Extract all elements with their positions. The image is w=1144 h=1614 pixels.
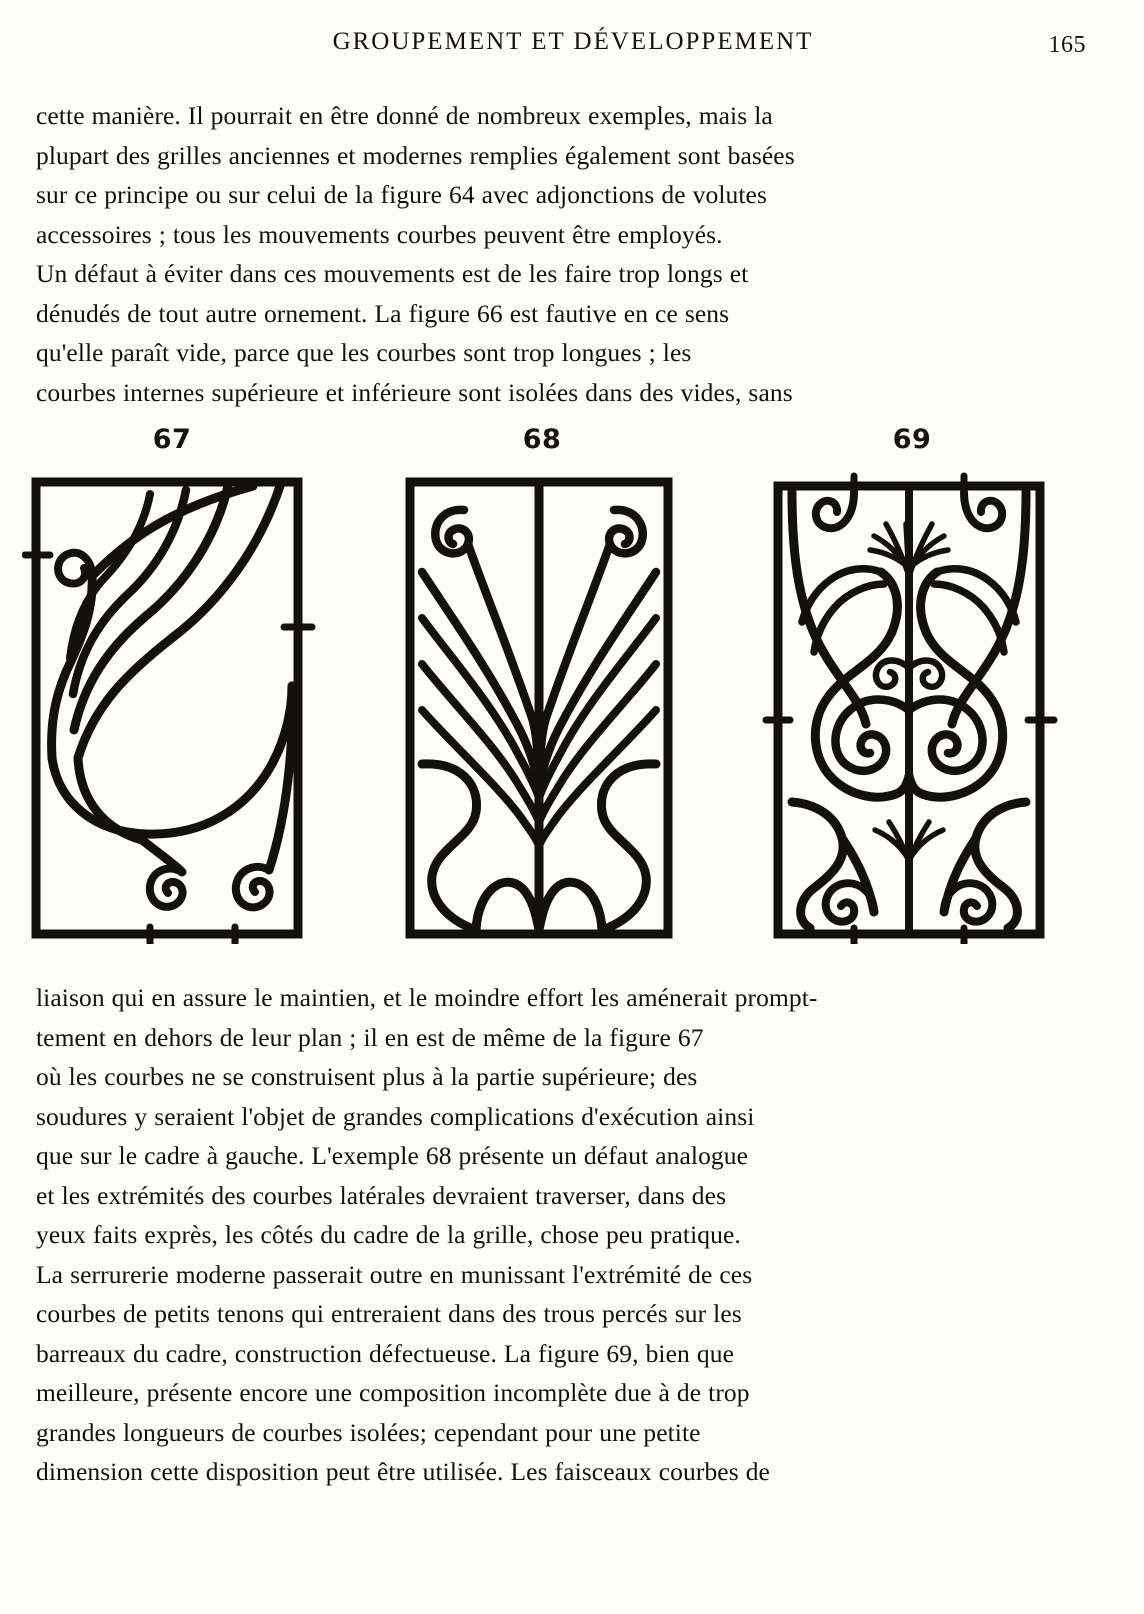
text-line: courbes internes supérieure et inférieure sont isolées dans des vides, sans xyxy=(36,377,793,407)
paragraph-top xyxy=(36,96,1044,412)
text-line: dénudés de tout autre ornement. La figure 66 est fautive en ce sens xyxy=(36,298,730,328)
text-line: grandes longueurs de courbes isolées; cependant pour une petite xyxy=(36,1417,701,1447)
figure-69-number: 69 xyxy=(892,424,932,455)
text-line: barreaux du cadre, construction défectueuse. La figure 69, bien que xyxy=(36,1338,734,1368)
text-line: plupart des grilles anciennes et modernes remplies également sont basées xyxy=(36,140,795,170)
figure-69-grille xyxy=(762,472,1062,944)
figure-69 xyxy=(762,424,1062,954)
text-line: sur ce principe ou sur celui de la figure 64 avec adjonctions de volutes xyxy=(36,180,767,209)
text-line: Un défaut à éviter dans ces mouvements est de les faire trop longs et xyxy=(36,259,749,288)
text-line: yeux faits exprès, les côtés du cadre de la grille, chose peu pratique. xyxy=(36,1220,741,1249)
text-line: cette manière. Il pourrait en être donné de nombreux exemples, mais la xyxy=(36,101,773,130)
text-line: que sur le cadre à gauche. L'exemple 68 présente un défaut analogue xyxy=(36,1141,749,1170)
text-line: dimension cette disposition peut être utilisée. Les faisceaux courbes de xyxy=(36,1457,770,1486)
text-line: courbes de petits tenons qui entreraient dans des trous percés sur les xyxy=(36,1299,742,1328)
text-line: qu'elle paraît vide, parce que les courbes sont trop longues ; les xyxy=(36,338,692,367)
figure-67-grille xyxy=(22,472,322,944)
text-line: La serrurerie moderne passerait outre en munissant l'extrémité de ces xyxy=(36,1259,753,1289)
text-line: meilleure, présente encore une composition incomplète due à de trop xyxy=(36,1378,750,1407)
figure-68 xyxy=(392,424,692,954)
figure-row xyxy=(0,424,1144,954)
figure-67-number: 67 xyxy=(152,424,192,455)
page-number: 165 xyxy=(1048,32,1086,58)
running-head xyxy=(0,28,1144,72)
page-title: GROUPEMENT ET DÉVELOPPEMENT xyxy=(332,28,814,55)
paragraph-bottom xyxy=(36,978,1044,1492)
text-line: soudures y seraient l'objet de grandes complications d'exécution ainsi xyxy=(36,1101,755,1131)
figure-67 xyxy=(22,424,322,954)
text-line: où les courbes ne se construisent plus à la partie supérieure; des xyxy=(36,1062,698,1091)
text-line: liaison qui en assure le maintien, et le moindre effort les aménerait prompt- xyxy=(36,983,818,1012)
text-line: et les extrémités des courbes latérales devraient traverser, dans des xyxy=(36,1180,727,1210)
figure-68-number: 68 xyxy=(522,424,562,455)
figure-68-grille xyxy=(392,472,692,944)
text-line: tement en dehors de leur plan ; il en est de même de la figure 67 xyxy=(36,1022,704,1052)
text-line: accessoires ; tous les mouvements courbes peuvent être employés. xyxy=(36,219,723,249)
